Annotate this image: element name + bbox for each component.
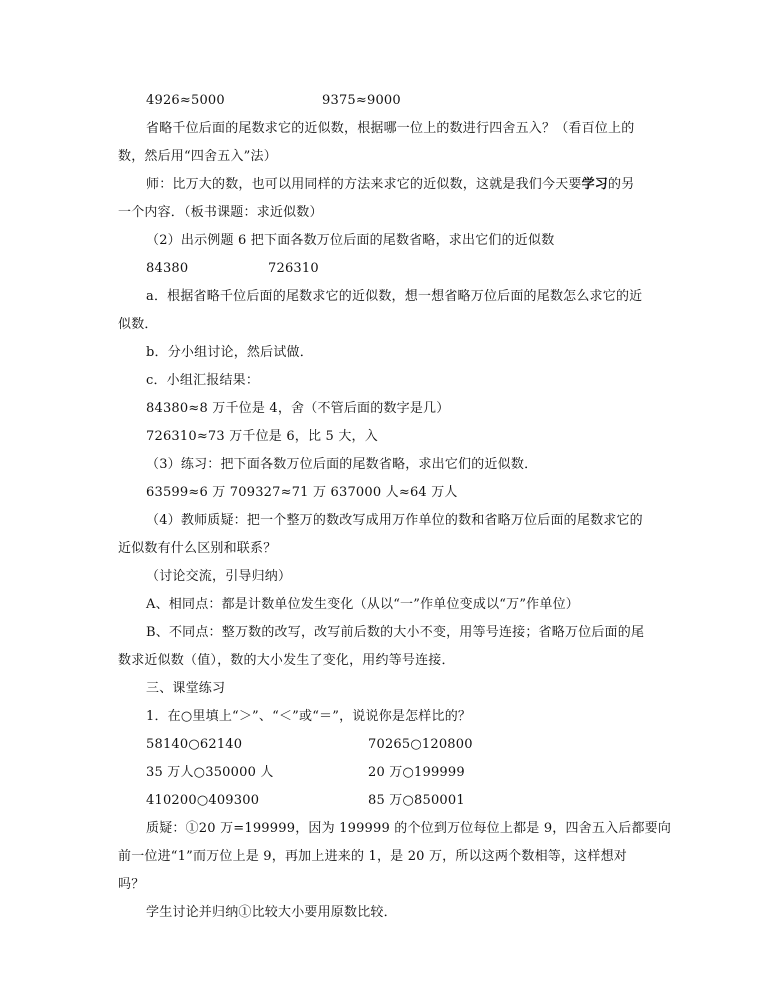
practice-3: （3）练习：把下面各数万位后面的尾数省略，求出它们的近似数． (146, 457, 538, 472)
step-b: b．分小组讨论，然后试做． (146, 345, 313, 360)
difference-point: B、不同点：整万数的改写，改写前后数的大小不变，用等号连接；省略万位后面的尾 (146, 625, 645, 640)
example-line-9375: 9375≈9000 (322, 93, 401, 108)
teacher-text: 师：比万大的数，也可以用同样的方法来求它的近似数，这就是我们今天要 (146, 177, 582, 192)
query-paragraph-end: 吗？ (118, 877, 145, 892)
paragraph-question: 省略千位后面的尾数求它的近似数，根据哪一位上的数进行四舍五入？（看百位上的 (146, 121, 635, 136)
example-line-4926: 4926≈5000 (146, 93, 225, 108)
paragraph-teacher (146, 177, 634, 193)
paragraph-teacher-cont: 一个内容．（板书课题：求近似数） (118, 205, 323, 220)
query-paragraph: 质疑：①20 万=199999，因为 199999 的个位到万位每位上都是 9，四舍五入后都要向 (146, 821, 672, 836)
example-number-726310: 726310 (268, 261, 319, 276)
compare-item-1: 58140○62140 (146, 737, 243, 752)
question-4-cont: 近似数有什么区别和联系？ (118, 541, 277, 556)
example-number-84380: 84380 (146, 261, 189, 276)
paragraph-question-cont: 数，然后用“四舍五入”法） (118, 149, 277, 164)
practice-3-answers: 63599≈6 万 709327≈71 万 637000 人≈64 万人 (146, 485, 458, 500)
result-line-1: 84380≈8 万千位是 4，舍（不管后面的数字是几） (146, 401, 450, 416)
compare-item-6: 85 万○850001 (368, 793, 465, 808)
question-4: （4）教师质疑：把一个整万的数改写成用万作单位的数和省略万位后面的尾数求它的 (146, 513, 643, 528)
discussion-note: （讨论交流，引导归纳） (146, 569, 292, 584)
query-paragraph-cont: 前一位进“1”而万位上是 9，再加上进来的 1，是 20 万，所以这两个数相等，这样想对 (118, 849, 627, 864)
step-a: a．根据省略千位后面的尾数求它的近似数，想一想省略万位后面的尾数怎么求它的近 (146, 289, 643, 304)
compare-item-4: 20 万○199999 (368, 765, 465, 780)
compare-item-2: 70265○120800 (368, 737, 473, 752)
example-6-heading: （2）出示例题 6 把下面各数万位后面的尾数省略，求出它们的近似数 (146, 233, 555, 248)
difference-point-cont: 数求近似数（值），数的大小发生了变化，用约等号连接． (118, 653, 455, 668)
section-heading-practice: 三、课堂练习 (146, 681, 226, 696)
step-c: c．小组汇报结果： (146, 373, 260, 388)
step-a-cont: 似数． (118, 317, 158, 332)
similarity-point: A、相同点：都是计数单位发生变化（从以“一”作单位变成以“万”作单位） (146, 597, 579, 612)
student-summary: 学生讨论并归纳①比较大小要用原数比较． (146, 905, 397, 920)
exercise-1: 1．在○里填上“＞”、“＜”或“＝”，说说你是怎样比的？ (146, 709, 472, 724)
compare-item-5: 410200○409300 (146, 793, 260, 808)
result-line-2: 726310≈73 万千位是 6，比 5 大，入 (146, 429, 378, 444)
teacher-text-bold: 学习 (581, 177, 609, 192)
teacher-text-end: 的另 (608, 177, 635, 192)
compare-item-3: 35 万人○350000 人 (146, 765, 274, 780)
